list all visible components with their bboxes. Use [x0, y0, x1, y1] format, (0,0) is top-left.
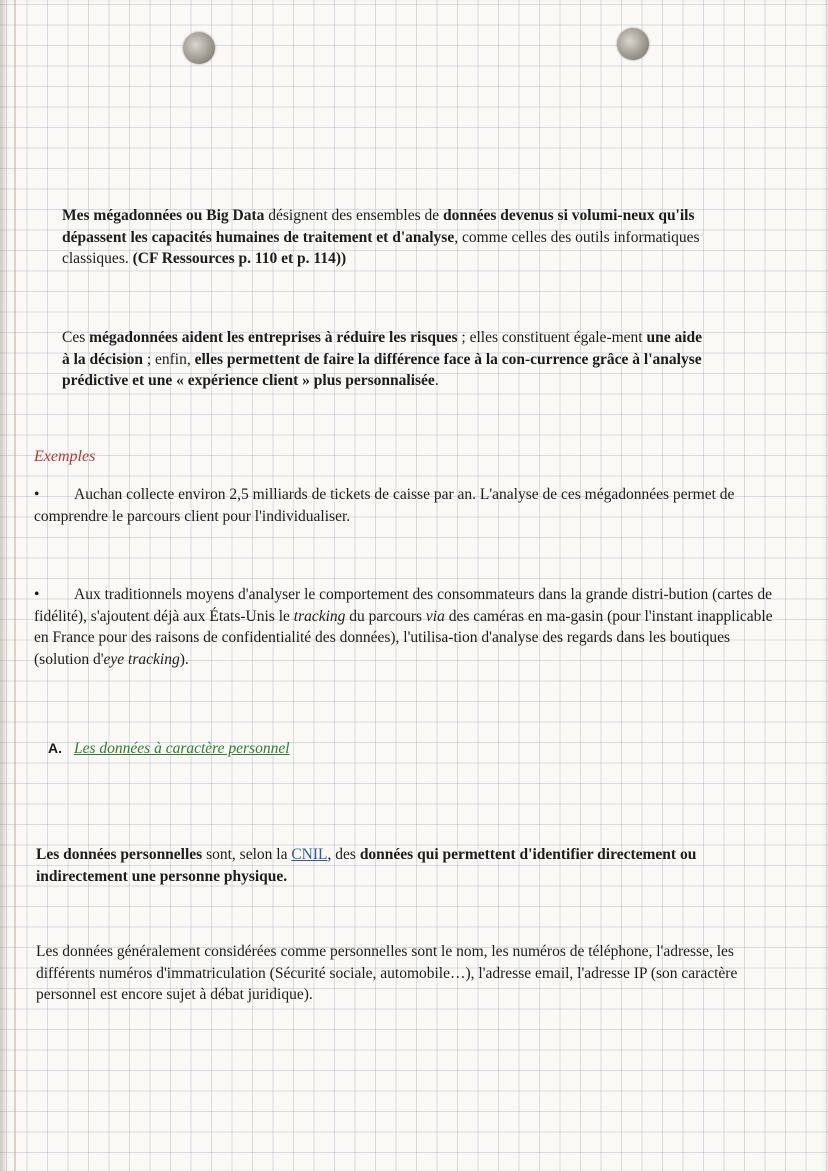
text-span: des caméras en ma-gasin (pour l'instant inapplicable en France pour des raisons de confidentialité des données), l'utilisa-tion d'analyse des regards dans les boutiques (solution d' [34, 607, 773, 668]
bold-term: elles permettent de faire la différence face à la con-currence grâce à l'analyse prédictive et une « expérience client » plus personnalisée [62, 350, 702, 389]
section-letter: A. [48, 740, 62, 756]
text-span: , comme celles des outils informatiques classiques. [62, 228, 700, 267]
example-auchan [34, 484, 774, 527]
bold-term: une aide à la décision [62, 329, 703, 368]
bold-term: Les données personnelles [36, 846, 203, 863]
page-margin-line [14, 0, 16, 1171]
text-span: ; elles constituent égale-ment [457, 329, 647, 346]
bullet-icon: • [34, 586, 40, 603]
italic-term: tracking [293, 607, 346, 625]
punch-hole [617, 28, 649, 60]
text-span: sont, selon la [202, 846, 292, 863]
text-span: ; enfin, [142, 350, 195, 368]
reference-note: (CF Ressources p. 110 et p. 114)) [132, 250, 347, 267]
bullet-icon: • [34, 486, 40, 503]
text-span: Aux traditionnels moyens d'analyser le comportement des consommateurs dans la grande distri-bution (cartes de fidélité), s'ajoutent déjà aux États-Unis le [34, 586, 772, 625]
punch-hole [183, 32, 215, 64]
text-span: Ces [62, 329, 90, 346]
bold-term: données qui permettent d'identifier directement ou indirectement une personne physique. [36, 846, 697, 885]
text-span: . [434, 372, 439, 389]
text-span: Auchan collecte environ 2,5 milliards de tickets de caisse par an. L'analyse de ces mégadonnées permet de comprendre le parcours client pour l'individualiser. [34, 486, 735, 525]
personal-data-examples: Les données généralement considérées comme personnelles sont le nom, les numéros de téléphone, l'adresse, les différents numéros d'immatriculation (Sécurité sociale, automobile…), l'adresse email, l'adresse IP (son caractère personnel est encore sujet à débat juridique). [36, 943, 738, 1003]
text-span: du parcours [345, 607, 426, 625]
bold-term: Mes mégadonnées ou Big Data [62, 207, 265, 224]
text-span: , des [327, 846, 360, 863]
big-data-benefits [62, 327, 712, 392]
text-span: désignent des ensembles de [264, 207, 443, 224]
section-heading-a [48, 740, 290, 758]
bold-term: mégadonnées aident les entreprises à réduire les risques [89, 329, 458, 346]
examples-heading: Exemples [34, 448, 96, 465]
cnil-link[interactable]: CNIL [291, 846, 328, 863]
section-title: Les données à caractère personnel [74, 740, 290, 757]
big-data-definition [62, 205, 712, 270]
personal-data-definition [36, 844, 776, 887]
italic-term: eye tracking [103, 650, 180, 668]
bold-term: données devenus si volumi-neux qu'ils dépassent les capacités humaines de traitement et d'analyse [62, 207, 695, 246]
text-span: ). [179, 650, 189, 668]
italic-term: via [425, 607, 445, 625]
example-tracking [34, 584, 774, 670]
